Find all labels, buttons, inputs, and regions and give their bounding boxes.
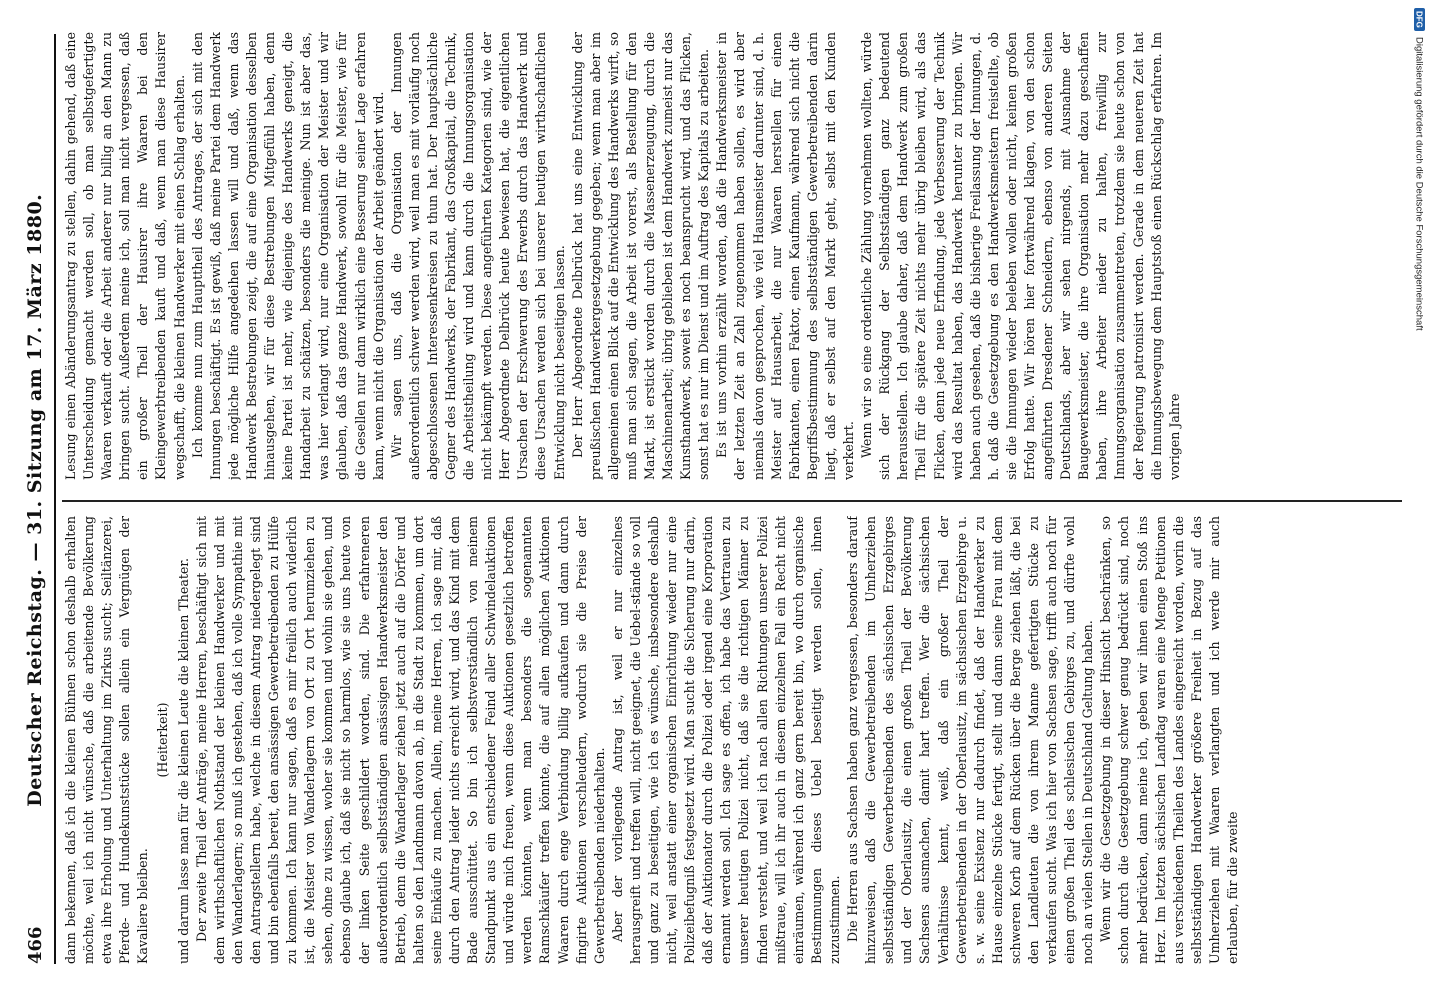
paragraph: Es ist uns vorhin erzählt worden, daß die Handwerksmeister in der letzten Zeit an Zahl zugenommen haben sollen, es wird aber niemals davon gesprochen, wie viel Hausmeister darunter sind, d. h. Meister auf Hausarbeit, die nur Waaren herstellen für einen Fabrikanten, einen Faktor, einen Kaufmann, während sich nicht die Begriffsbestimmung des selbstständigen Gewerbetreibenden darin liegt, daß er selbst auf den Markt geht, selbst mit den Kunden verkehrt. [714, 32, 857, 480]
header-rule [54, 34, 56, 964]
paragraph: Die Herren aus Sachsen haben ganz vergessen, besonders darauf hinzuweisen, daß die Gewerbetreibenden im Umherziehen selbstständigen Gewerbetreibenden des sächsischen Erzgebirges und der Oberlausitz, die einen großen Theil der Bevölkerung Sachsens ausmachen, damit hart treffen. Wer die sächsischen Verhältnisse kennt, weiß, daß ein großer Theil der Gewerbetreibenden in der Oberlausitz, im sächsischen Erzgebirge u. s. w. seine Existenz nur dadurch findet, daß der Handwerker zu Hause einzelne Stücke fertigt, stellt und dann seine Frau mit dem schweren Korb auf dem Rücken über die Berge ziehen läßt, die bei den Landleuten die von ihrem Manne gefertigten Stücke zu verkaufen sucht. Was ich hier von Sachsen sage, trifft auch noch für einen großen Theil des schlesischen Gebirges zu, und dürfte wohl noch an vielen Stellen in Deutschland Geltung haben. [845, 516, 1096, 964]
interjection: (Heiterkeit) [155, 702, 171, 778]
page-title: Deutscher Reichstag. — 31. Sitzung am 17. März 1880. [24, 193, 46, 807]
paragraph: Lesung einen Abänderungsantrag zu stellen, dahin gehend, daß eine Unterscheidung gemacht werden soll, ob man selbstgefertigte Waaren verkauft oder die Arbeit anderer nur billig an den Mann zu bringen sucht. Außerdem meine ich, soll man nicht vergessen, daß ein großer Theil der Hausirer ihre Waaren bei den Kleingewerbtreibenden kauft und daß, wenn man diese Hausirer wegschafft, die kleinen Handwerker mit einen Schlag erhalten. [63, 32, 187, 480]
paragraph: Ich komme nun zum Haupttheil des Antrages, der sich mit den Innungen beschäftigt. Es ist gewiß, daß meine Partei dem Handwerk jede mögliche Hilfe angedeihen lassen will und daß, wenn das Handwerk Bestrebungen zeigt, die auf eine Organisation desselben hinausgehen, wir für diese Bestrebungen Mitgefühl haben, denn keine Partei ist mehr, wie diejenige des Handwerks geneigt, die Handarbeit zu schätzen, besonders die meinige. Nun ist aber das, was hier verlangt wird, nur eine Organisation der Meister und wir glauben, daß das ganze Handwerk, sowohl für die Meister, wie für die Gesellen nur dann wirklich eine Besserung seiner Lage erfahren kann, wenn nicht die Organisation der Arbeit geändert wird. [189, 32, 386, 480]
paragraph: Wenn wir so eine ordentliche Zählung vornehmen wollten, würde sich der Rückgang der Selbstständigen ganz bedeutend herausstellen. Ich glaube daher, daß dem Handwerk zum großen Theil für die spätere Zeit nichts mehr übrig bleiben wird, als das Flicken, denn jede neue Erfindung, jede Verbesserung der Technik wird das Resultat haben, das Handwerk herunter zu bringen. Wir haben auch gesehen, daß die bisherige Freilassung der Innungen, d. h. daß die Gesetzgebung es den Handwerksmeistern freistellte, ob sie die Innungen wieder beleben wollen oder nicht, keinen großen Erfolg hatte. Wir hören hier fortwährend klagen, von den schon angeführten Dresdener Schneidern, ebenso von anderen Seiten Deutschlands, aber wir sehen nirgends, mit Ausnahme der Baugewerksmeister, die ihre Organisation mehr dazu geschaffen haben, ihre Arbeiter nieder zu halten, freiwillig zur Innungsorganisation zusammentreten, trotzdem sie heute schon von der Regierung patronisirt werden. Gerade in dem neueren Zeit hat die Innungsbewegung dem Hauptstoß einen Rückschlag erfahren. Im vorigen Jahre [859, 32, 1182, 480]
paragraph: Wenn wir die Gesetzgebung in dieser Hinsicht beschränken, so schon durch die Gesetzgebung schwer genug bedrückt sind, noch mehr bedrücken, dann meine ich, geben wir ihnen einen Stoß ins Herz. Im letzten sächsischen Landtag waren eine Menge Petitionen aus verschiedenen Theilen des Landes eingereicht worden, worin die selbstständigen Handwerker größere Freiheit in Bezug auf das Umherziehen mit Waaren verlangten und ich werde mir auch erlauben, für die zweite [1098, 516, 1240, 964]
paragraph: Aber der vorliegende Antrag ist, weil er nur einzelnes herausgreift und treffen will, nicht geeignet, die Uebel-stände so voll und ganz zu beseitigen, wie ich es wünsche, insbesondere deshalb nicht, weil anstatt einer organischen Einrichtung wieder nur eine Polizeibefugniß festgesetzt wird. Man sucht die Sicherung nur darin, daß der Auktionator durch die Polizei oder irgend eine Korporation ernannt werden soll. Ich sage es offen, ich habe das Vertrauen zu unserer heutigen Polizei nicht, daß sie die richtigen Männer zu finden versteht, und weil ich nach allen Richtungen unserer Polizei mißtraue, will ich ihr auch in diesem einzelnen Fall ein Recht nicht einräumen, während ich ganz gern bereit bin, wo durch organische Bestimmungen dieses Uebel beseitigt werden sollen, ihnen zuzustimmen. [609, 516, 842, 964]
paragraph: Wir sagen uns, daß die Organisation der Innungen außerordentlich schwer werden wird, weil man es mit vorläufig noch abgeschlossenen Interessenkreisen zu thun hat. Der hauptsächliche Gegner des Handwerks, der Fabrikant, das Großkapital, die Technik, die Arbeitstheilung wird und kann durch die Innungsorganisation nicht bekämpft werden. Diese angeführten Kategorien sind, wie der Herr Abgeordnete Delbrück heute bewiesen hat, die eigentlichen Ursachen der Erschwerung des Erwerbs durch das Handwerk und diese Ursachen werden sich bei unserer heutigen wirthschaftlichen Entwicklung nicht beseitigen lassen. [388, 32, 567, 480]
paragraph: und darum lasse man für die kleinen Leute die kleinen Theater. [175, 557, 191, 964]
page-header [18, 34, 52, 964]
paragraph: Der Herr Abgeordnete Delbrück hat uns eine Entwicklung der preußischen Handwerkergesetzgebung gegeben; wenn man aber im allgemeinen einen Blick auf die Entwicklung des Handwerks wirft, so muß man sich sagen, die Arbeit ist vorerst, als Bestellung für den Markt, ist erstickt worden durch die Massenerzeugung, durch die Maschinenarbeit; übrig geblieben ist dem Handwerk zumeist nur das Kunsthandwerk, soweit es noch beansprucht wird, und das Flicken, sonst hat es nur im Dienst und im Auftrag des Kapitals zu arbeiten. [569, 32, 712, 480]
paragraph: dann bekennen, daß ich die kleinen Bühnen schon deshalb erhalten möchte, weil ich nicht wünsche, daß die arbeitende Bevölkerung etwa ihre Erholung und Unterhaltung im Zirkus sucht; Seiltänzerei, Pferde- und Hundekunststücke sollen allein ein Vergnügen der Kavaliere bleiben. [63, 516, 151, 964]
credit-text: Digitalisierung gefördert durch die Deutsche Forschungsgemeinschaft [1413, 36, 1425, 331]
right-column [62, 32, 1418, 480]
paragraph: Der zweite Theil der Anträge, meine Herren, beschäftigt sich mit dem wirthschaftlichen Nothstand der kleinen Handwerker und mit den Wanderlagern; so muß ich gestehen, daß ich volle Sympathie mit den Antragstellern habe, welche in diesem Antrag niedergelegt sind und bin ebenfalls bereit, den ansässigen Gewerbetreibenden zu Hülfe zu kommen. Ich kann nur sagen, daß es mir freilich auch widerlich ist, die Meister von Wanderlagern von Ort zu Ort herumziehen zu sehen, ohne zu wissen, woher sie kommen und wohin sie gehen, und ebenso glaube ich, daß sie nicht so harmlos, wie sie uns heute von der linken Seite geschildert worden, sind. Die erfahreneren außerordentlich selbstständigen ansässigen Handwerksmeister den Betrieb, denn die Wanderlager ziehen jetzt auch auf die Dörfer und halten so den Landmann davon ab, in die Stadt zu kommen, um dort seine Einkäufe zu machen. Allein, meine Herren, ich sage mir, daß durch den Antrag leider nichts erreicht wird, und das Kind mit dem Bade ausschüttet. So bin ich selbstverständlich von meinem Standpunkt aus ein entschiedener Feind aller Schwindelauktionen und würde mich freuen, wenn diese Auktionen gesetzlich betroffen werden könnten, wenn man besonders die sogenannten Ramschkäufer treffen könnte, die auf allen möglichen Auktionen Waaren durch enge Verbindung billig aufkaufen und dann durch fingirte Auktionen verschleudern, wodurch sie die Preise der Gewerbetreibenden niederhalten. [193, 516, 607, 964]
column-divider [62, 501, 1402, 503]
left-column [62, 516, 1418, 964]
dfg-logo: DFG [1414, 8, 1425, 31]
page-number: 466 [24, 926, 46, 964]
digitization-credit [1410, 8, 1428, 528]
